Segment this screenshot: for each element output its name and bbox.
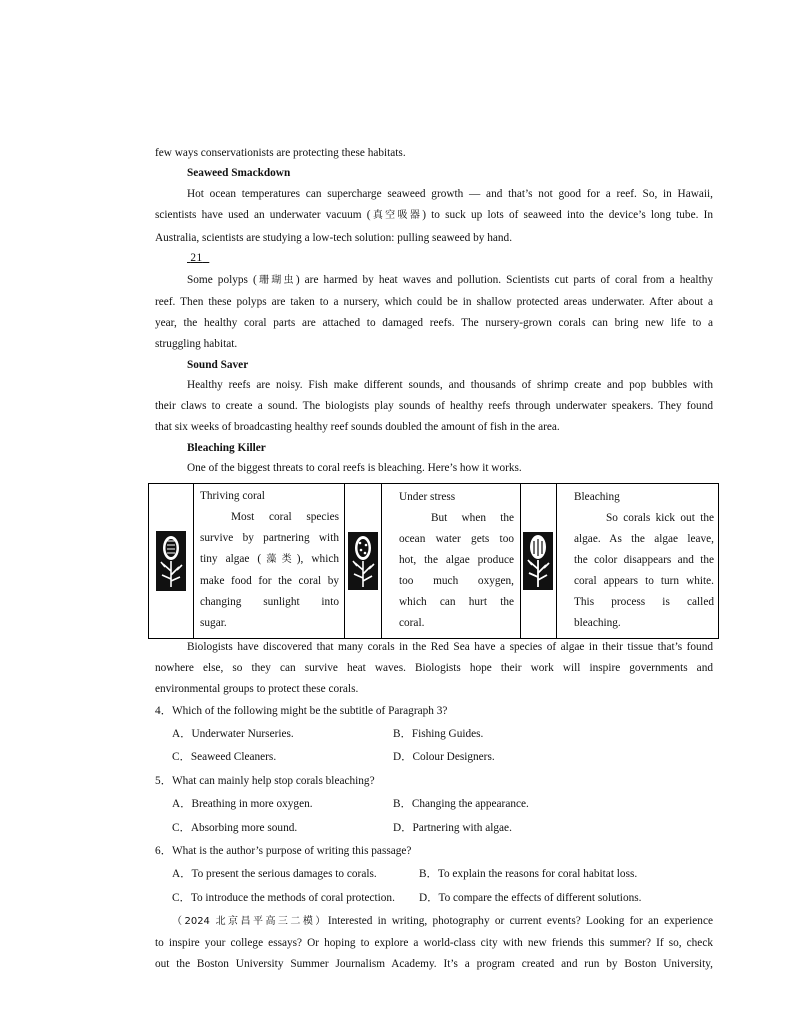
q6-option-a[interactable]: A．To present the serious damages to corals. bbox=[172, 868, 377, 880]
cell-title: Bleaching bbox=[574, 491, 620, 503]
closing-line-1: Biologists have discovered that many corals in the Red Sea have a species of algae in their tissue that’s found bbox=[187, 641, 713, 653]
table-divider bbox=[193, 484, 194, 638]
q6-option-c[interactable]: C．To introduce the methods of coral protection. bbox=[172, 892, 395, 904]
closing-line-3: environmental groups to protect these corals. bbox=[155, 683, 359, 695]
question-6-stem: 6．What is the author’s purpose of writing this passage? bbox=[155, 845, 412, 857]
next-passage-line-1: （2024 北京昌平高三二模）Interested in writing, photography or current events? Looking for an experience bbox=[172, 915, 713, 927]
sound-line-1: Healthy reefs are noisy. Fish make different sounds, and thousands of shrimp create and pop bubbles with bbox=[187, 379, 713, 391]
table-divider bbox=[556, 484, 557, 638]
q4-option-d[interactable]: D．Colour Designers. bbox=[393, 751, 495, 763]
q5-option-a[interactable]: A．Breathing in more oxygen. bbox=[172, 798, 313, 810]
next-passage-line-2: to inspire your college essays? Or hoping to explore a world-class city with new friends this summer? If so, check bbox=[155, 937, 713, 949]
cell-title: Under stress bbox=[399, 491, 456, 503]
seaweed-line-3: Australia, scientists are studying a low-tech solution: pulling seaweed by hand. bbox=[155, 232, 513, 244]
bleaching-line-1: One of the biggest threats to coral reefs is bleaching. Here’s how it works. bbox=[187, 462, 522, 474]
sound-line-2: their claws to create a sound. The biologists play sounds of healthy reefs through underwater speakers. They found bbox=[155, 400, 713, 412]
nursery-line-2: reef. Then these polyps are taken to a nursery, which could be in shallow protected areas underwater. After about a bbox=[155, 296, 713, 308]
intro-tail: few ways conservationists are protecting these habitats. bbox=[155, 147, 406, 159]
blank-number: 21 bbox=[190, 252, 203, 264]
question-4-stem: 4．Which of the following might be the subtitle of Paragraph 3? bbox=[155, 705, 448, 717]
q6-option-b[interactable]: B．To explain the reasons for coral habitat loss. bbox=[419, 868, 638, 880]
nursery-line-1: Some polyps (珊瑚虫) are harmed by heat waves and pollution. Scientists cut parts of coral from a healthy bbox=[187, 274, 714, 286]
question-5-stem: 5．What can mainly help stop corals bleaching? bbox=[155, 775, 375, 787]
q5-option-b[interactable]: B．Changing the appearance. bbox=[393, 798, 529, 810]
nursery-line-4: struggling habitat. bbox=[155, 338, 238, 350]
heading-seaweed: Seaweed Smackdown bbox=[187, 167, 291, 179]
cell-title: Thriving coral bbox=[200, 490, 265, 502]
q5-option-c[interactable]: C．Absorbing more sound. bbox=[172, 822, 298, 834]
coral-stress-icon bbox=[344, 484, 381, 638]
coral-bleaching-icon bbox=[520, 484, 556, 638]
heading-sound: Sound Saver bbox=[187, 359, 249, 371]
heading-bleaching: Bleaching Killer bbox=[187, 442, 266, 454]
sound-line-3: that six weeks of broadcasting healthy reef sounds doubled the amount of fish in the area. bbox=[155, 421, 560, 433]
coral-thriving-icon bbox=[149, 484, 193, 638]
q4-option-a[interactable]: A．Underwater Nurseries. bbox=[172, 728, 294, 740]
table-divider bbox=[381, 484, 382, 638]
bleaching-table: Thriving coral Most coral species survive by partnering with tiny algae (藻类), which make food for the coral by changing sunlight into sugar. Under stress But when the ocean water gets too hot, the algae produce too much oxygen, which can hurt the coral. Bleaching So corals kick out the algae. As the algae leave, the color disappears and the coral appears to turn white. This process is called bleaching. bbox=[148, 483, 719, 639]
q5-option-d[interactable]: D．Partnering with algae. bbox=[393, 822, 512, 834]
seaweed-line-1: Hot ocean temperatures can supercharge seaweed growth — and that’s not good for a reef. So, in Hawaii, bbox=[187, 188, 713, 200]
source-tag: （2024 北京昌平高三二模） bbox=[172, 916, 328, 927]
q4-option-c[interactable]: C．Seaweed Cleaners. bbox=[172, 751, 277, 763]
blank-21 bbox=[187, 251, 713, 265]
seaweed-line-2: scientists have used an underwater vacuum (真空吸器) to suck up lots of seaweed into the device’s long tube. In bbox=[155, 209, 713, 221]
q4-option-b[interactable]: B．Fishing Guides. bbox=[393, 728, 484, 740]
next-passage-line-3: out the Boston University Summer Journalism Academy. It’s a program created and run by Boston University, bbox=[155, 958, 713, 970]
q6-option-d[interactable]: D．To compare the effects of different solutions. bbox=[419, 892, 642, 904]
nursery-line-3: year, the healthy coral parts are attached to damaged reefs. The nursery-grown corals can bring new life to a bbox=[155, 317, 713, 329]
closing-line-2: nowhere else, so they can survive heat waves. Biologists hope their work will inspire governments and bbox=[155, 662, 713, 674]
